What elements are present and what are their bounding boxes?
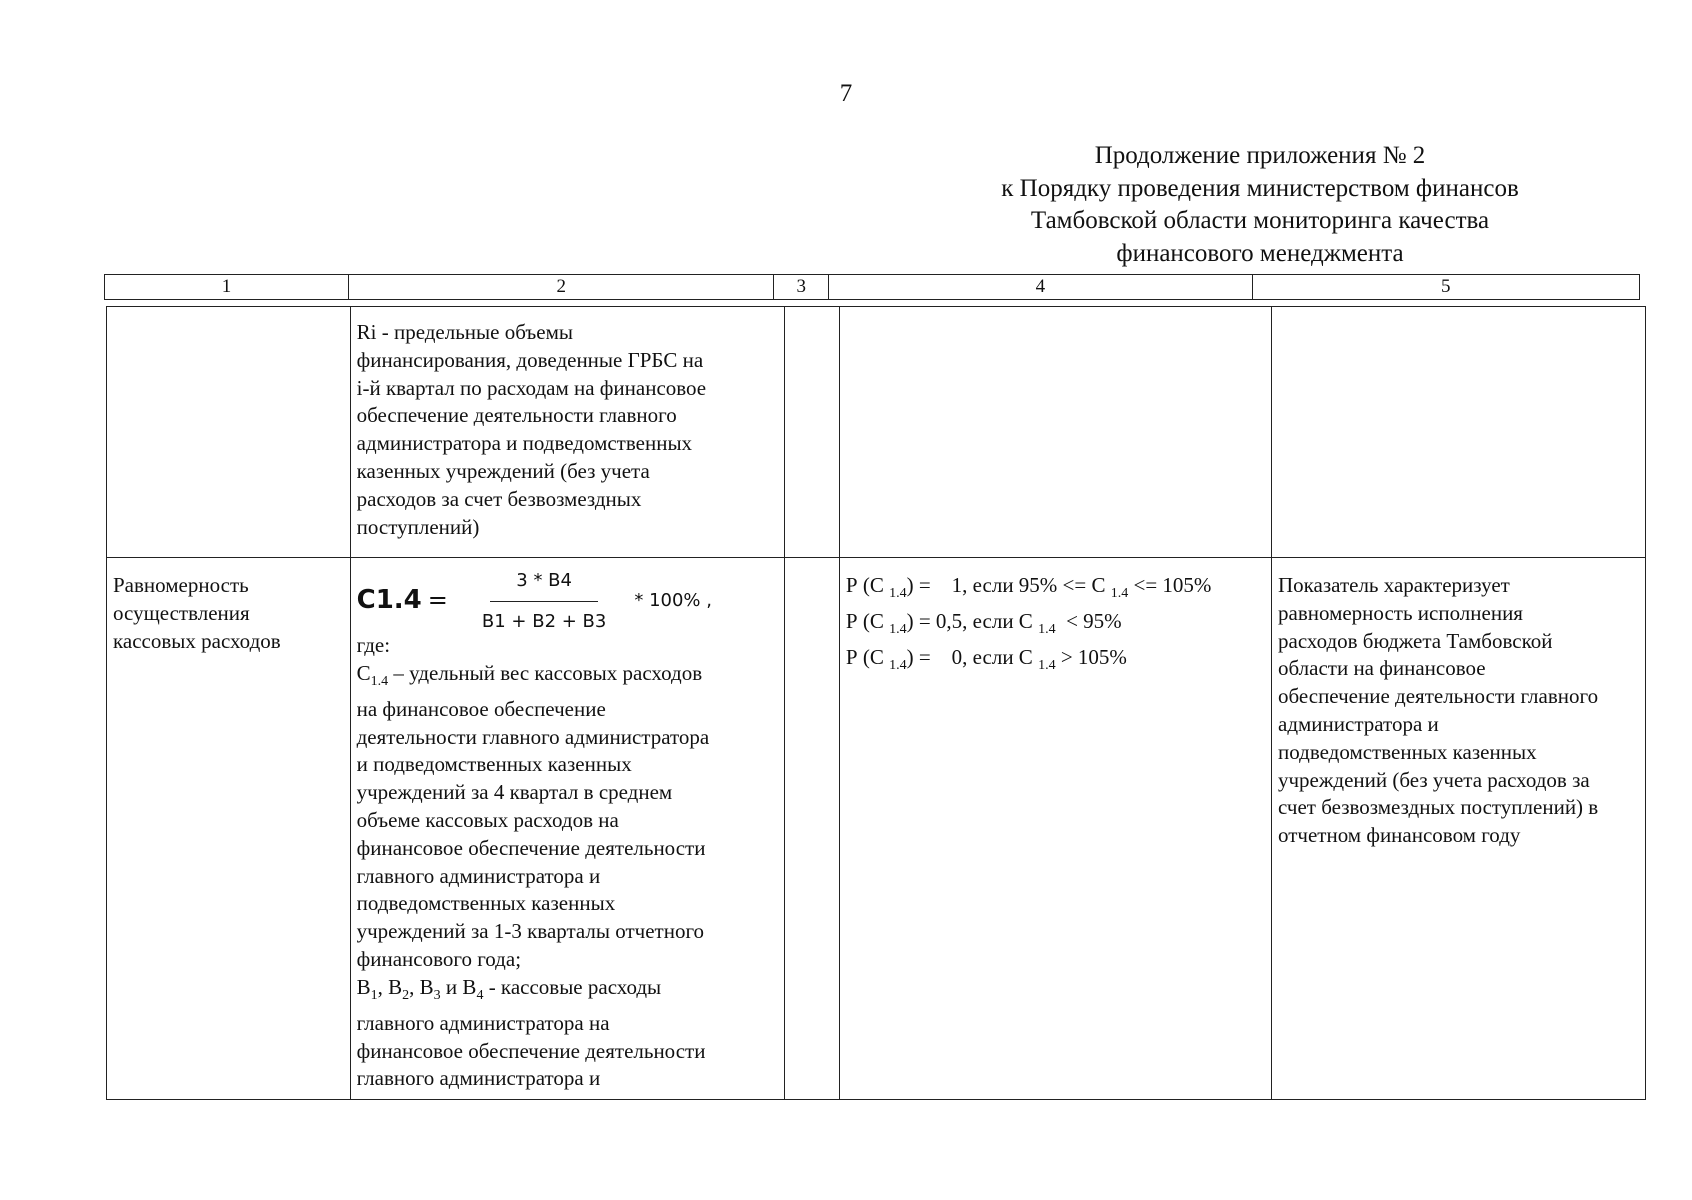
table-row <box>107 307 1646 558</box>
text-line: $В_1$, $В_2$, $В_3$ и $В_4$ - кассовые расходы <box>356 974 662 1003</box>
text-line: казенных учреждений (без учета <box>356 458 650 483</box>
formula-equals: = <box>427 586 448 615</box>
formula-denominator: В1 + В2 + В3 <box>481 610 607 632</box>
header-line-3: Тамбовской области мониторинга качества <box>1030 207 1490 234</box>
condition-line: Р (С $_{1.4}$) = 0, если С $_{1.4}$ > 105% <box>845 644 1127 674</box>
column-number-3: 3 <box>774 275 829 300</box>
row1-col1 <box>107 307 351 558</box>
text-line: объеме кассовых расходов на <box>356 807 619 832</box>
indicator-name-line: Равномерность <box>113 573 249 597</box>
text-line: учреждений за 1-3 кварталы отчетного <box>356 919 705 944</box>
table-row <box>107 558 1646 1100</box>
formula-numerator: 3 * В4 <box>490 567 598 602</box>
text-line: расходов за счет безвозмездных <box>356 486 642 511</box>
text-line: главного администратора на <box>356 1010 610 1035</box>
text-line: счет безвозмездных поступлений) в <box>1278 795 1599 820</box>
formula <box>357 570 778 632</box>
text-line: учреждений за 4 квартал в среднем <box>356 780 673 805</box>
column-number-table <box>104 274 1640 300</box>
formula-fraction <box>462 567 626 636</box>
text-line: Показатель характеризует <box>1278 573 1510 597</box>
row1-col3 <box>784 307 839 558</box>
text-line: подведомственных казенных <box>356 891 616 916</box>
text-line: обеспечение деятельности главного <box>356 403 677 428</box>
indicator-name-line: осуществления <box>113 600 250 625</box>
text-line: финансовое обеспечение деятельности <box>356 1038 706 1063</box>
row1-col5 <box>1272 307 1646 558</box>
text-line: финансирования, доведенные ГРБС на <box>356 347 704 372</box>
text-line: обеспечение деятельности главного <box>1278 684 1599 709</box>
column-number-5: 5 <box>1252 275 1640 300</box>
header-line-1: Продолжение приложения № 2 <box>1094 142 1426 169</box>
text-line: Ri - предельные объемы <box>356 320 573 344</box>
row1-col2 <box>350 307 784 558</box>
condition-line: Р (С $_{1.4}$) = 1, если 95% <= С $_{1.4}$ <= 105% <box>845 573 1212 602</box>
text-line: отчетном финансовом году <box>1278 823 1521 848</box>
text-line: и подведомственных казенных <box>356 752 632 777</box>
text-line: финансового года; <box>356 946 522 971</box>
row1-col4 <box>839 307 1271 558</box>
conditions-cell <box>839 558 1271 1100</box>
text-line: главного администратора и <box>356 1066 601 1091</box>
text-line: i-й квартал по расходам на финансовое <box>356 375 707 400</box>
text-line: поступлений) <box>356 514 480 539</box>
where-label: где: <box>356 633 391 657</box>
column-number-1: 1 <box>105 275 349 300</box>
header-line-4: финансового менеджмента <box>1116 239 1404 267</box>
row2-col3 <box>784 558 839 1100</box>
indicator-name-cell <box>107 558 351 1100</box>
description-cell <box>1272 558 1646 1100</box>
header-line-2: к Порядку проведения министерством финансов <box>1001 174 1519 202</box>
condition-line: Р (С $_{1.4}$) = 0,5, если С $_{1.4}$ < 95% <box>845 608 1122 638</box>
indicator-name-line: кассовых расходов <box>113 628 281 653</box>
text-line: администратора и подведомственных <box>356 431 693 456</box>
column-number-2: 2 <box>349 275 774 300</box>
text-line: расходов бюджета Тамбовской <box>1278 628 1553 653</box>
text-line: области на финансовое <box>1278 656 1486 681</box>
column-number-row <box>105 275 1640 300</box>
text-line: деятельности главного администратора <box>356 724 710 749</box>
document-header <box>990 140 1530 270</box>
text-line: финансовое обеспечение деятельности <box>356 835 706 860</box>
text-line: подведомственных казенных <box>1278 739 1537 764</box>
text-line: учреждений (без учета расходов за <box>1278 767 1590 792</box>
indicator-table <box>106 306 1646 1100</box>
text-line: главного администратора и <box>356 863 601 888</box>
column-number-4: 4 <box>829 275 1252 300</box>
formula-lhs: С1.4 <box>356 585 422 616</box>
page-number: 7 <box>839 80 853 107</box>
text-line: равномерность исполнения <box>1278 600 1523 625</box>
text-line: на финансовое обеспечение <box>356 696 606 721</box>
formula-cell <box>350 558 784 1100</box>
text-line: $С_{1.4}$ – удельный вес кассовых расходов <box>356 660 703 689</box>
text-line: администратора и <box>1278 711 1439 736</box>
formula-tail: * 100% , <box>634 590 712 612</box>
